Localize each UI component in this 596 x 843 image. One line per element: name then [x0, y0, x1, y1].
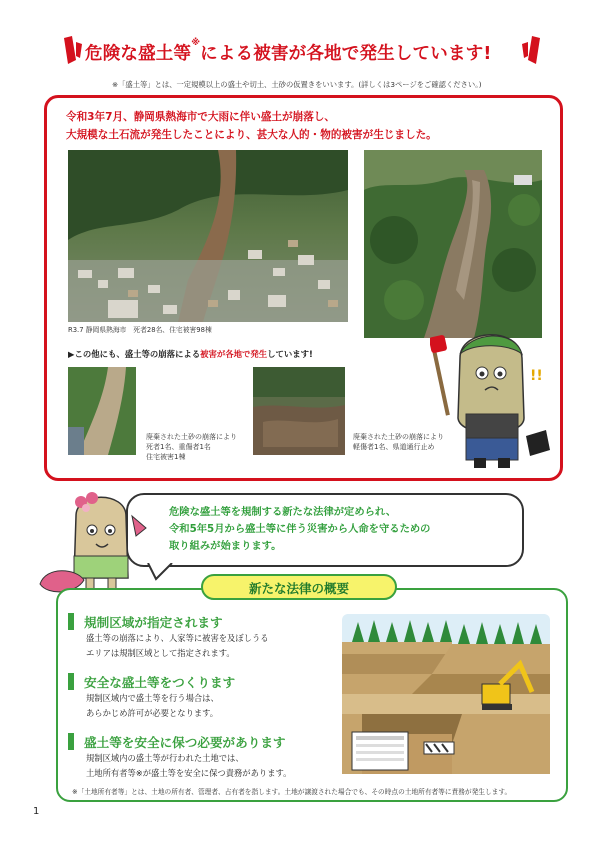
page-number: 1: [33, 806, 40, 817]
svg-text:!!: !!: [530, 368, 543, 384]
worried-mascot-icon: [430, 318, 552, 474]
atami-lead-text: 令和3年7月、静岡県熱海市で大雨に伴い盛土が崩落し、 大規模な土石流が発生したことにより、甚大な人的・物的被害が生じました。: [66, 111, 437, 141]
section-bar: [68, 673, 74, 690]
section-body-regulated-area: 盛土等の崩落により、人家等に被害を及ぼしうる エリアは規制区域として指定されます。: [86, 633, 269, 658]
case2-caption: 廃棄された土砂の崩落により 軽傷者1名、県道通行止め: [353, 433, 444, 451]
other-cases-text: ▶この他にも、盛土等の崩落による被害が各地で発生しています!: [68, 349, 313, 359]
page-title-text: 危険な盛土等※による被害が各地で発生しています!: [85, 38, 492, 64]
speech-bubble-text: 危険な盛土等を規制する新たな法律が定められ、 令和5年5月から盛土等に伴う災害から人命を守るための 取り組みが始まります。: [169, 506, 431, 552]
right-burst-icon: [520, 34, 542, 68]
land-owner-note: ※「土地所有者等」とは、土地の所有者、管理者、占有者を指します。土地が譲渡された場合でも、その時点の土地所有者等に責務が発生します。: [72, 788, 512, 796]
section-body-keep-safe: 規制区域内の盛土等が行われた土地では、 土地所有者等※が盛土等を安全に保つ責務があります。: [86, 753, 292, 778]
section-bar: [68, 613, 74, 630]
section-heading-regulated-area: 規制区域が指定されます: [84, 615, 223, 630]
atami-photo-caption: R3.7 静岡県熱海市 死者28名、住宅被害98棟: [68, 326, 212, 334]
section-bar: [68, 733, 74, 750]
atami-aerial-photo: [68, 150, 348, 322]
construction-site-illustration: [342, 614, 550, 774]
page-title: [0, 34, 596, 74]
landslide-scar-photo: [364, 150, 542, 338]
section-body-safe-construction: 規制区域内で盛土等を行う場合は、 あらかじめ許可が必要となります。: [86, 693, 219, 718]
left-burst-icon: [62, 34, 84, 68]
mori-definition-note: ※「盛土等」とは、一定規模以上の盛土や切土、土砂の仮置きをいいます。(詳しくは3ページをご確認ください。): [112, 80, 482, 89]
section-heading-safe-construction: 安全な盛土等をつくります: [84, 675, 236, 690]
case1-photo: [68, 367, 136, 455]
section-heading-keep-safe: 盛土等を安全に保つ必要があります: [84, 735, 286, 750]
case1-caption: 廃棄された土砂の崩落により 死者1名、重傷者1名 住宅被害1棟: [146, 433, 237, 461]
case2-photo: [253, 367, 345, 455]
overview-title: 新たな法律の概要: [248, 581, 349, 596]
